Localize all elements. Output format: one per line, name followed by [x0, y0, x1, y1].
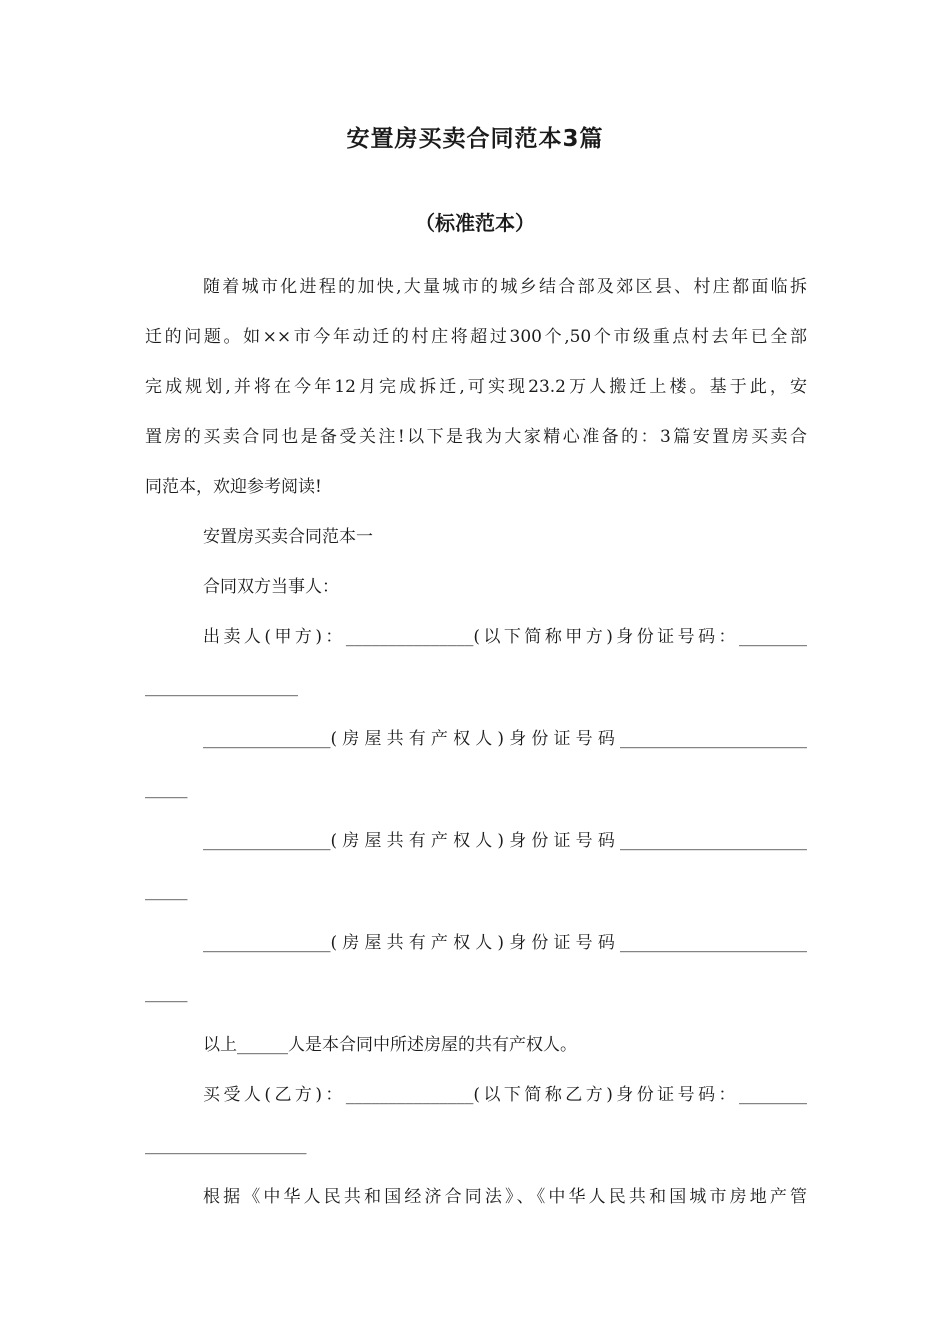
section-heading: 安置房买卖合同范本一 — [203, 527, 373, 547]
parties-heading: 合同双方当事人： — [203, 577, 339, 597]
coowner-line: _______________(房屋共有产权人)身份证号码______________________ — [203, 831, 807, 851]
document-title: 安置房买卖合同范本3篇 — [346, 126, 604, 152]
coowner-line-continued: _____ — [145, 983, 188, 1003]
coowner-line: _______________(房屋共有产权人)身份证号码______________________ — [203, 729, 807, 749]
document-subtitle: （标准范本） — [415, 211, 535, 235]
intro-line: 完成规划,并将在今年12月完成拆迁,可实现23.2万人搬迁上楼。基于此，安 — [145, 377, 807, 397]
coowners-note: 以上______人是本合同中所述房屋的共有产权人。 — [203, 1035, 577, 1055]
coowner-line-continued: _____ — [145, 881, 188, 901]
intro-line: 随着城市化进程的加快,大量城市的城乡结合部及郊区县、村庄都面临拆 — [203, 277, 807, 297]
coowner-line: _______________(房屋共有产权人)身份证号码______________________ — [203, 933, 807, 953]
intro-line: 置房的买卖合同也是备受关注!以下是我为大家精心准备的：3篇安置房买卖合 — [145, 427, 807, 447]
intro-line: 迁的问题。如××市今年动迁的村庄将超过300个,50个市级重点村去年已全部 — [145, 327, 807, 347]
document-body — [145, 272, 807, 1232]
legal-basis-line: 根据《中华人民共和国经济合同法》、《中华人民共和国城市房地产管 — [203, 1187, 807, 1207]
seller-line: 出卖人(甲方)：_______________(以下简称甲方)身份证号码：________ — [203, 627, 807, 647]
intro-line: 同范本，欢迎参考阅读! — [145, 477, 322, 497]
buyer-line-continued: ___________________ — [145, 1135, 307, 1155]
seller-line-continued: __________________ — [145, 677, 298, 697]
coowner-line-continued: _____ — [145, 779, 188, 799]
buyer-line: 买受人(乙方)：_______________(以下简称乙方)身份证号码：________ — [203, 1085, 807, 1105]
